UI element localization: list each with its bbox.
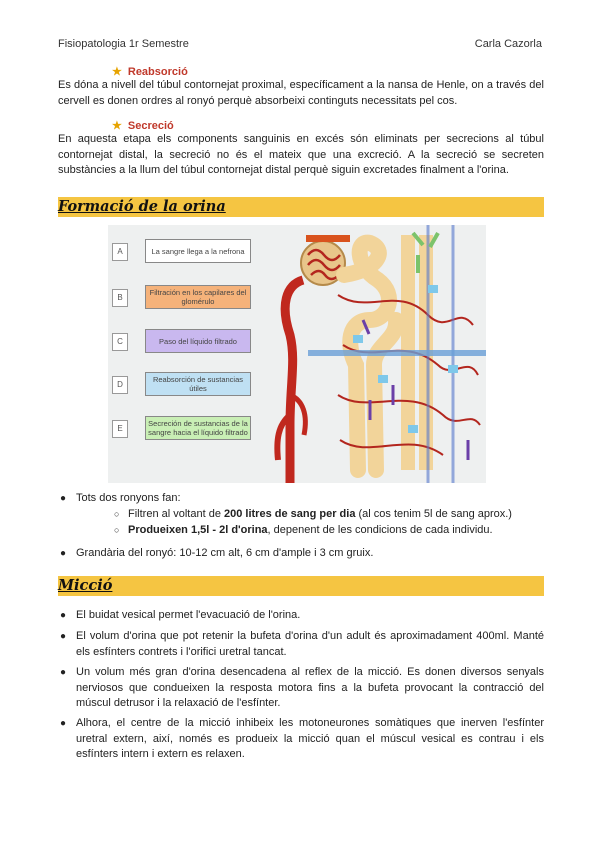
section-miccio-title: Micció xyxy=(58,577,113,594)
reabsorcio-heading: ★ Reabsorció xyxy=(112,66,188,78)
header-course: Fisiopatologia 1r Semestre xyxy=(58,38,189,50)
renal-artery xyxy=(277,280,305,483)
legend-letter: A xyxy=(112,243,128,261)
secrecio-heading: ★ Secreció xyxy=(112,120,174,132)
legend-label: Reabsorción de sustancias útiles xyxy=(145,372,251,396)
list-item: ● Tots dos ronyons fan: xyxy=(76,491,544,507)
legend-letter: B xyxy=(112,289,128,307)
bullet-icon: ● xyxy=(60,548,67,559)
legend-label: Secreción de sustancias de la sangre hacia el líquido filtrado xyxy=(145,416,251,440)
star-icon: ★ xyxy=(112,120,122,132)
legend-label: La sangre llega a la nefrona xyxy=(145,239,251,263)
bullet-icon: ● xyxy=(60,631,67,642)
legend-letter: C xyxy=(112,333,128,351)
list-item: ● El volum d'orina que pot retenir la bufeta d'orina d'un adult és aproximadament 400ml. Manté els esfínters contrets i l'orifici uretral tancat. xyxy=(60,630,544,658)
section-formacio xyxy=(58,197,544,217)
bullet-icon: ● xyxy=(60,610,67,621)
sub-bullet-icon: ○ xyxy=(114,525,120,535)
bullet-icon: ● xyxy=(60,493,67,504)
legend-letter: E xyxy=(112,420,128,438)
section-miccio xyxy=(58,576,544,596)
secrecio-text: En aquesta etapa els components sanguinis en excés són eliminats per secrecions al túbul contornejat distal, la secreció no és el mateix que una excreció. A la secreció se secreten substàncies a la llum del túbul contornejat distal perquè siguin excretades finalment a l'orina. xyxy=(58,133,544,176)
bullet-icon: ● xyxy=(60,667,67,678)
sub-list-item: ○ Filtren al voltant de 200 litres de sang per dia (al cos tenim 5l de sang aprox.) xyxy=(128,507,548,523)
list-item: ● El buidat vesical permet l'evacuació de l'orina. xyxy=(76,608,544,624)
legend-label: Filtración en los capilares del glomérulo xyxy=(145,285,251,309)
nephron-illustration xyxy=(108,225,486,483)
legend-label: Paso del líquido filtrado xyxy=(145,329,251,353)
list-item: ● Grandària del ronyó: 10-12 cm alt, 6 cm d'ample i 3 cm gruix. xyxy=(76,546,544,562)
bullet-icon: ● xyxy=(60,718,67,729)
star-icon: ★ xyxy=(112,66,122,78)
sub-list-item: ○ Produeixen 1,5l - 2l d'orina, depenent de les condicions de cada individu. xyxy=(128,523,548,539)
header-author: Carla Cazorla xyxy=(474,38,542,50)
section-formacio-title: Formació de la orina xyxy=(58,198,226,215)
list-item: ● Alhora, el centre de la micció inhibeix les motoneurones somàtiques que inerven l'esfínter uretral extern, així, només es produeix la micció quan el múscul vesical es contrau i els esfínters intern i extern es relaxen. xyxy=(60,717,544,760)
sub-bullet-icon: ○ xyxy=(114,509,120,519)
legend-letter: D xyxy=(112,376,128,394)
reabsorcio-text: Es dóna a nivell del túbul contornejat proximal, específicament a la nansa de Henle, on a través del cervell es donen ordres al ronyó perquè absorbeixi continguts necessitats pel cos. xyxy=(58,79,544,107)
nephron-figure xyxy=(108,225,486,483)
list-item: ● Un volum més gran d'orina desencadena al reflex de la micció. Es donen diversos senyals nerviosos que condueixen la resposta motora fins a la bufeta provocant la contracció del múscul detrusor i la relaxació de l'esfínter. xyxy=(60,666,544,709)
